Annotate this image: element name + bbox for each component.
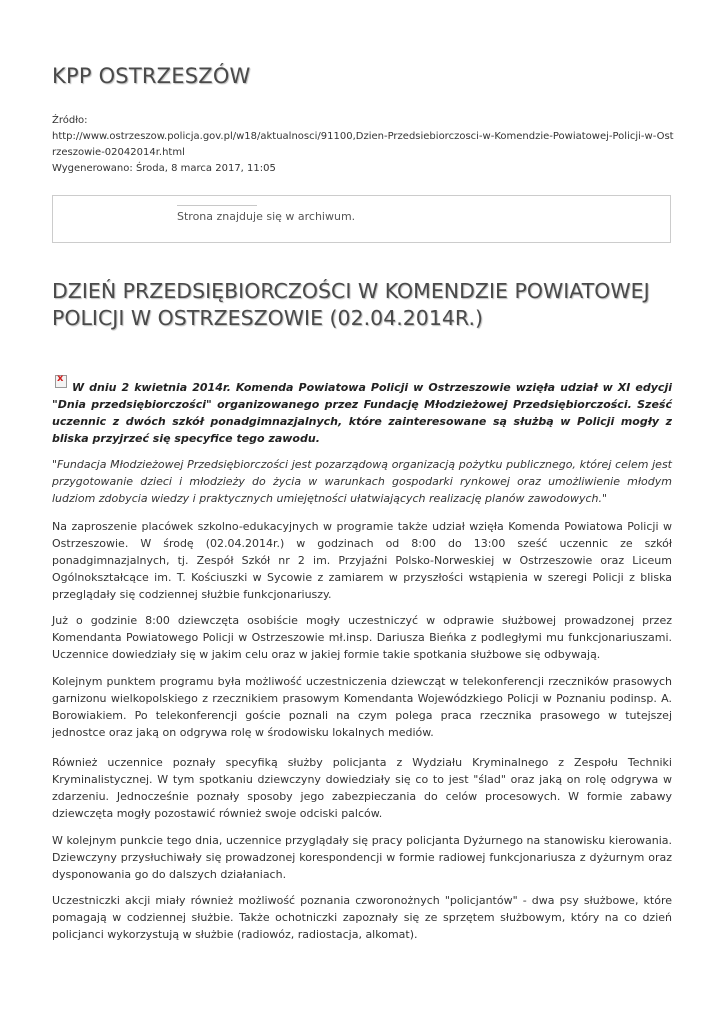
- article-paragraph: Kolejnym punktem programu była możliwość uczestniczenia dziewcząt w telekonferencji rzeczników prasowych garnizonu wielkopolskiego z rzecznikiem prasowym Komendanta Wojewódzkiego Policji w Poznaniu podinsp. A. Borowiakiem. Po telekonferencji goście poznali na czym polega praca rzecznika prasowego w tutejszej jednostce oraz jaką on odgrywa rolę w środowisku lokalnych mediów.: [52, 675, 672, 739]
- generated-date: Wygenerowano: Środa, 8 marca 2017, 11:05: [52, 163, 276, 174]
- article-paragraph: Na zaproszenie placówek szkolno-edukacyjnych w programie także udział wzięła Komenda Powiatowa Policji w Ostrzeszowie. W środę (02.04.2014r.) w godzinach od 8:00 do 13:00 sześć uczennic ze szkół ponadgimnazjalnych, tj. Zespół Szkół nr 2 im. Przyjaźni Polsko-Norweskiej w Ostrzeszowie oraz Liceum Ogólnokształcące im. T. Kościuszki w Sycowie z zamiarem w przyszłości wstąpienia w szeregi Policji z bliska przeglądały się codziennej służbie funkcjonariuszy.: [52, 520, 672, 601]
- article-paragraph: W kolejnym punkcie tego dnia, uczennice przyglądały się pracy policjanta Dyżurnego na stanowisku kierowania. Dziewczyny przysłuchiwały się prowadzonej korespondencji w formie radiowej funkcjonariusza z dyżurnym oraz dysponowania go do dalszych działaniach.: [52, 834, 672, 881]
- article-title: DZIEŃ PRZEDSIĘBIORCZOŚCI W KOMENDZIE POWIATOWEJ POLICJI W OSTRZESZOWIE (02.04.2014R.): [52, 279, 650, 330]
- archive-notice-box: [52, 195, 671, 243]
- site-title: KPP OSTRZESZÓW: [52, 64, 251, 88]
- source-url: http://www.ostrzeszow.policja.gov.pl/w18/aktualnosci/91100,Dzien-Przedsiebiorczosci-w-Komendzie-Powiatowej-Policji-w-Ostrzeszowie-02042014r.html: [52, 131, 674, 158]
- archive-notice: Strona znajduje się w archiwum.: [177, 210, 356, 223]
- source-info: [52, 113, 677, 177]
- article-paragraph: Również uczennice poznały specyfiką służby policjanta z Wydziału Kryminalnego z Zespołu Techniki Kryminalistycznej. W tym spotkaniu dziewczyny dowiedziały się co to jest "ślad" oraz jaką on rolę odgrywa w zdarzeniu. Jednocześnie poznały sposoby jego zabezpieczania do celów procesowych. W formie zabawy dziewczęta mogły pozostawić również swoje odciski palców.: [52, 756, 672, 820]
- article-paragraph: Uczestniczki akcji miały również możliwość poznania czworonożnych "policjantów" - dwa psy służbowe, które pomagają w codziennej służbie. Także ochotniczki zapoznały się ze sprzętem służbowym, który na co dzień policjanci wykorzystują w służbie (radiowóz, radiostacja, alkomat).: [52, 894, 672, 941]
- source-label: Źródło:: [52, 115, 88, 126]
- article-quote: "Fundacja Młodzieżowej Przedsiębiorczości jest pozarządową organizacją pożytku publicznego, której celem jest przygotowanie dzieci i młodzieży do życia w warunkach gospodarki rynkowej oraz umożliwienie młodym ludziom zdobycia wiedzy i praktycznych umiejętności ułatwiających realizację planów zawodowych.": [52, 458, 672, 505]
- article-lead: W dniu 2 kwietnia 2014r. Komenda Powiatowa Policji w Ostrzeszowie wzięła udział w XI edycji "Dnia przedsiębiorczości" organizowanego przez Fundację Młodzieżowej Przedsiębiorczości. Sześć uczennic z dwóch szkół ponadgimnazjalnych, które zainteresowane są służbą w Policji mogły z bliska przyjrzeć się specyfice tego zawodu.: [52, 381, 672, 445]
- article-paragraph: Już o godzinie 8:00 dziewczęta osobiście mogły uczestniczyć w odprawie służbowej prowadzonej przez Komendanta Powiatowego Policji w Ostrzeszowie mł.insp. Dariusza Bieńka z podległymi mu funkcjonariuszami. Uczennice dowiedziały się w jakim celu oraz w jakiej formie takie spotkania służbowe się odbywają.: [52, 614, 672, 661]
- archive-divider: [177, 205, 257, 206]
- broken-image-icon: x: [55, 375, 67, 388]
